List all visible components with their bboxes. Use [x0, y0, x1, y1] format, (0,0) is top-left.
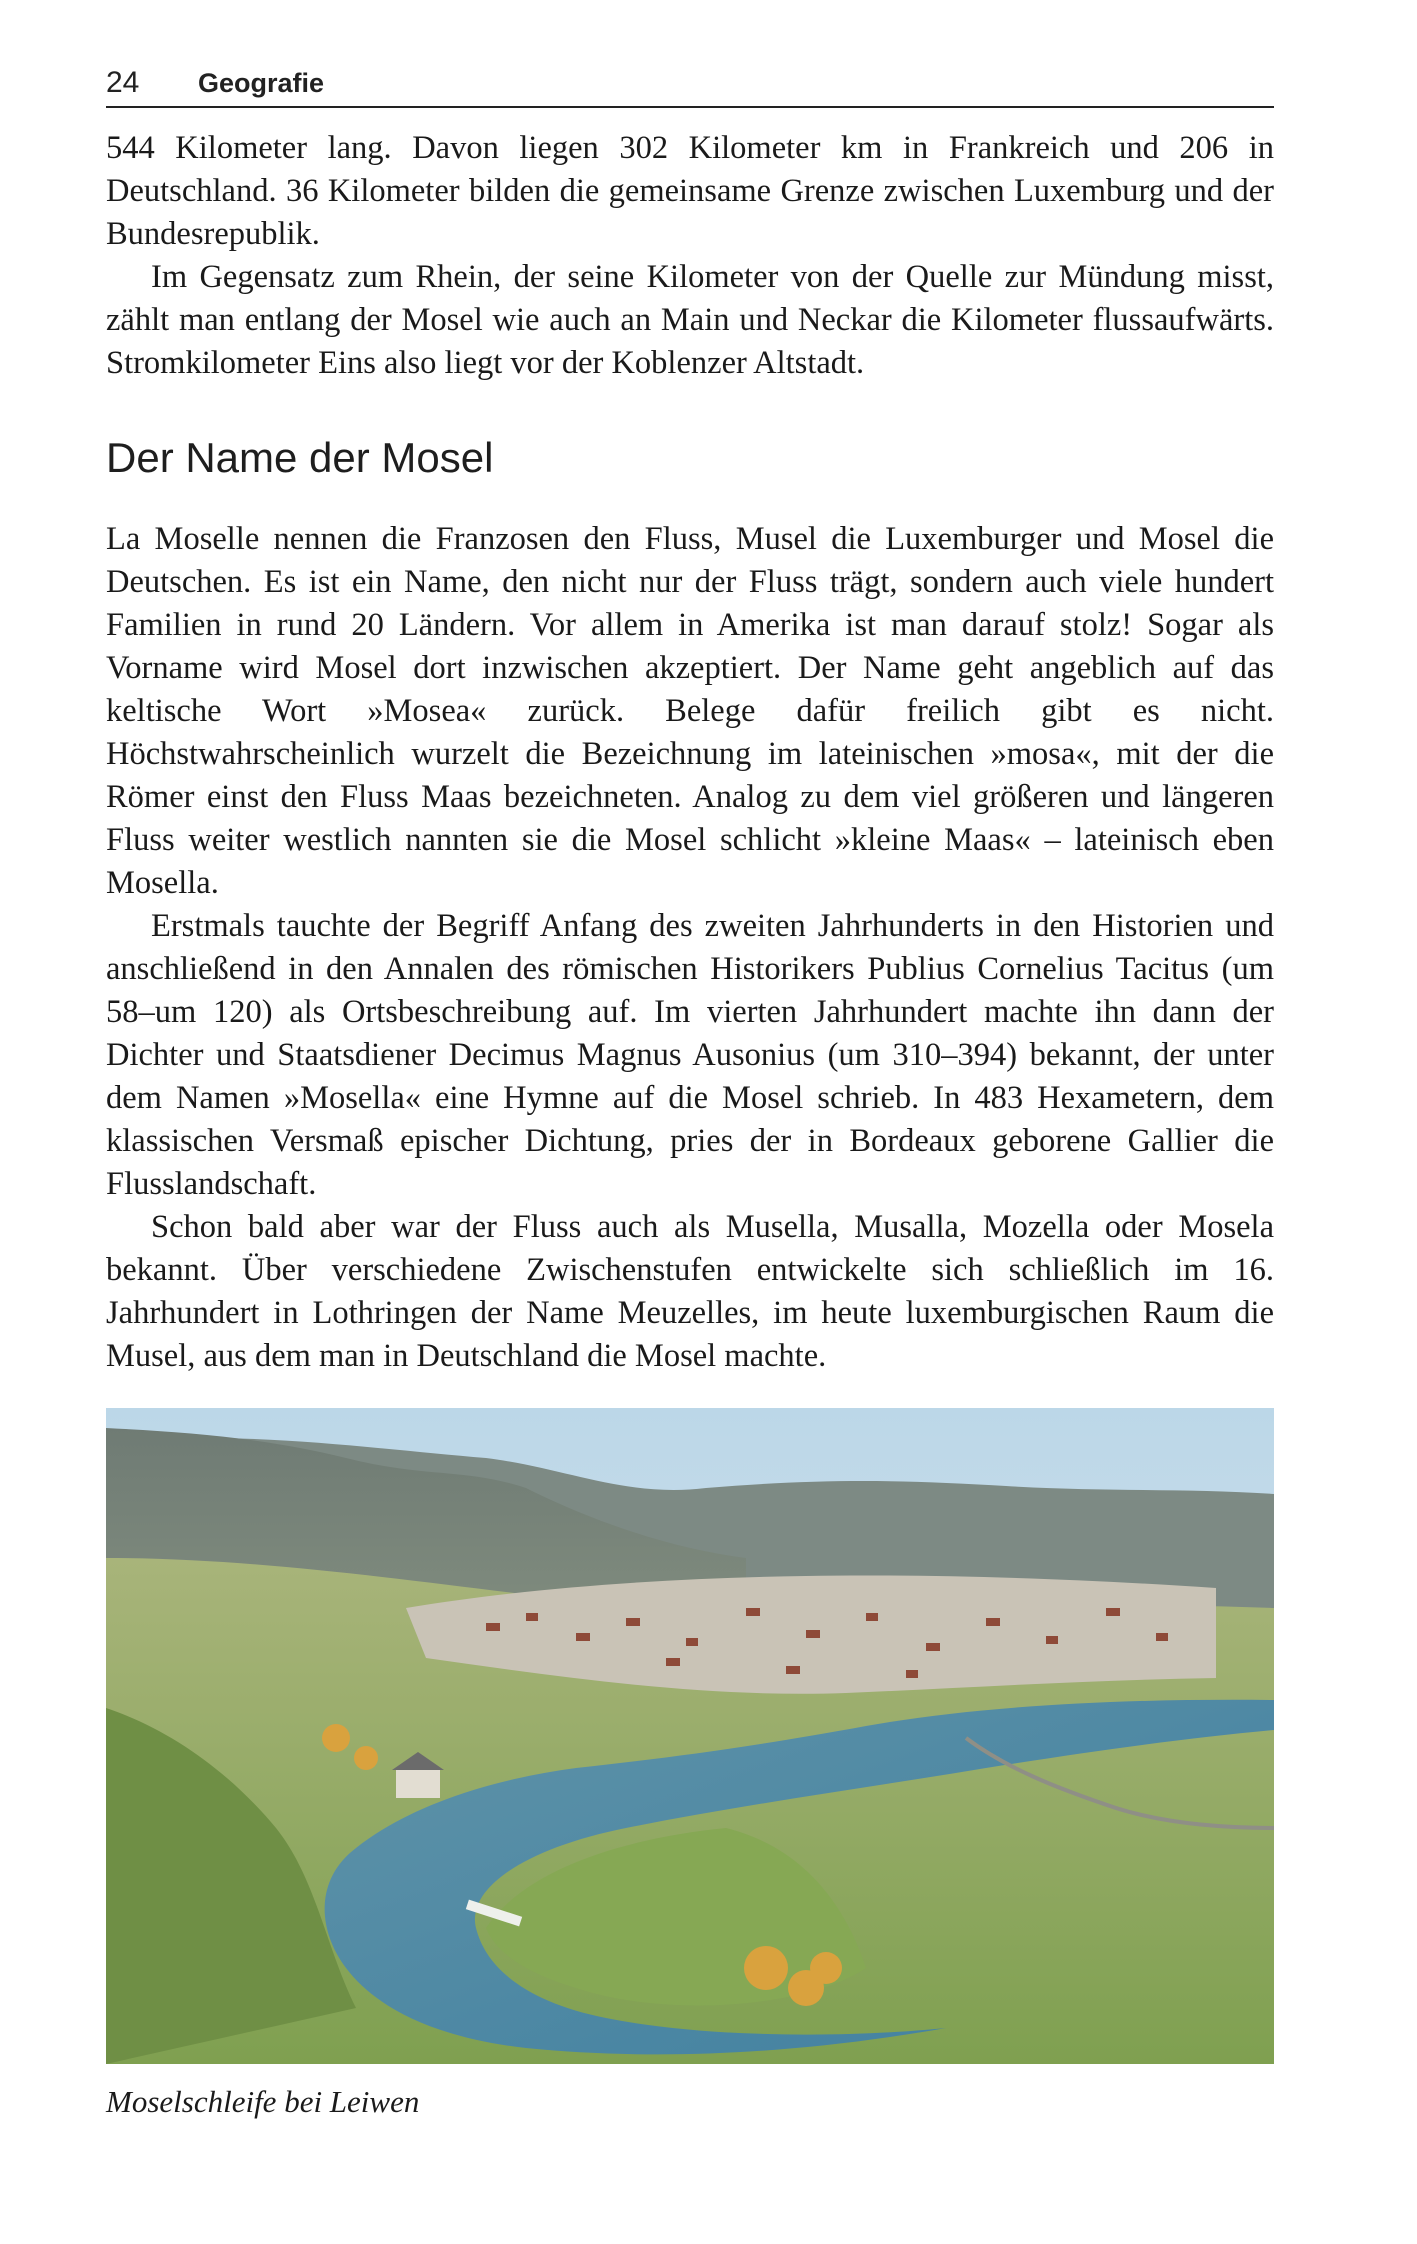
paragraph: Schon bald aber war der Fluss auch als Musella, Musalla, Mozella oder Mosela bekannt. Über verschiedene Zwischenstufen entwickelte sich schließlich im 16. Jahrhundert in Lothringen der Name Meuzelles, im heute luxemburgischen Raum die Musel, aus dem man in Deutschland die Mosel machte.: [106, 1209, 1274, 1374]
paragraph: 544 Kilometer lang. Davon liegen 302 Kilometer km in Frankreich und 206 in Deutschland. 36 Kilometer bilden die gemeinsame Grenze zwischen Luxemburg und der Bundesrepublik.: [106, 130, 1274, 252]
section-heading: Der Name der Mosel: [106, 434, 494, 481]
moselle-loop-photo: [106, 1408, 1274, 2064]
name-text-block: [106, 518, 1274, 1378]
running-header: [106, 62, 1274, 108]
manor-house: [396, 1768, 440, 1798]
intro-text-block: [106, 127, 1274, 385]
paragraph: Im Gegensatz zum Rhein, der seine Kilometer von der Quelle zur Mündung misst, zählt man entlang der Mosel wie auch an Main und Neckar die Kilometer flussaufwärts. Stromkilometer Eins also liegt vor der Koblenzer Altstadt.: [106, 259, 1274, 381]
paragraph: La Moselle nennen die Franzosen den Fluss, Musel die Luxemburger und Mosel die Deutschen. Es ist ein Name, den nicht nur der Fluss trägt, sondern auch viele hundert Familien in rund 20 Ländern. Vor allem in Amerika ist man darauf stolz! Sogar als Vorname wird Mosel dort inzwischen akzeptiert. Der Name geht angeblich auf das keltische Wort »Mosea« zurück. Belege dafür freilich gibt es nicht. Höchstwahrscheinlich wurzelt die Bezeichnung im lateinischen »mosa«, mit der die Römer einst den Fluss Maas bezeichneten. Analog zu dem viel größeren und längeren Fluss weiter westlich nannten sie die Mosel schlicht »kleine Maas« – lateinisch eben Mosella.: [106, 521, 1274, 901]
photo-caption: Moselschleife bei Leiwen: [106, 2084, 420, 2119]
page-number: 24: [106, 66, 140, 99]
paragraph: Erstmals tauchte der Begriff Anfang des zweiten Jahrhunderts in den Historien und anschließend in den Annalen des römischen Historikers Publius Cornelius Tacitus (um 58–um 120) als Ortsbeschreibung auf. Im vierten Jahrhundert machte ihn dann der Dichter und Staatsdiener Decimus Magnus Ausonius (um 310–394) bekannt, der unter dem Namen »Mosella« eine Hymne auf die Mosel schrieb. In 483 Hexametern, dem klassischen Versmaß epischer Dichtung, pries der in Bordeaux geborene Gallier die Flusslandschaft.: [106, 908, 1274, 1202]
running-section-title: Geografie: [198, 68, 325, 98]
